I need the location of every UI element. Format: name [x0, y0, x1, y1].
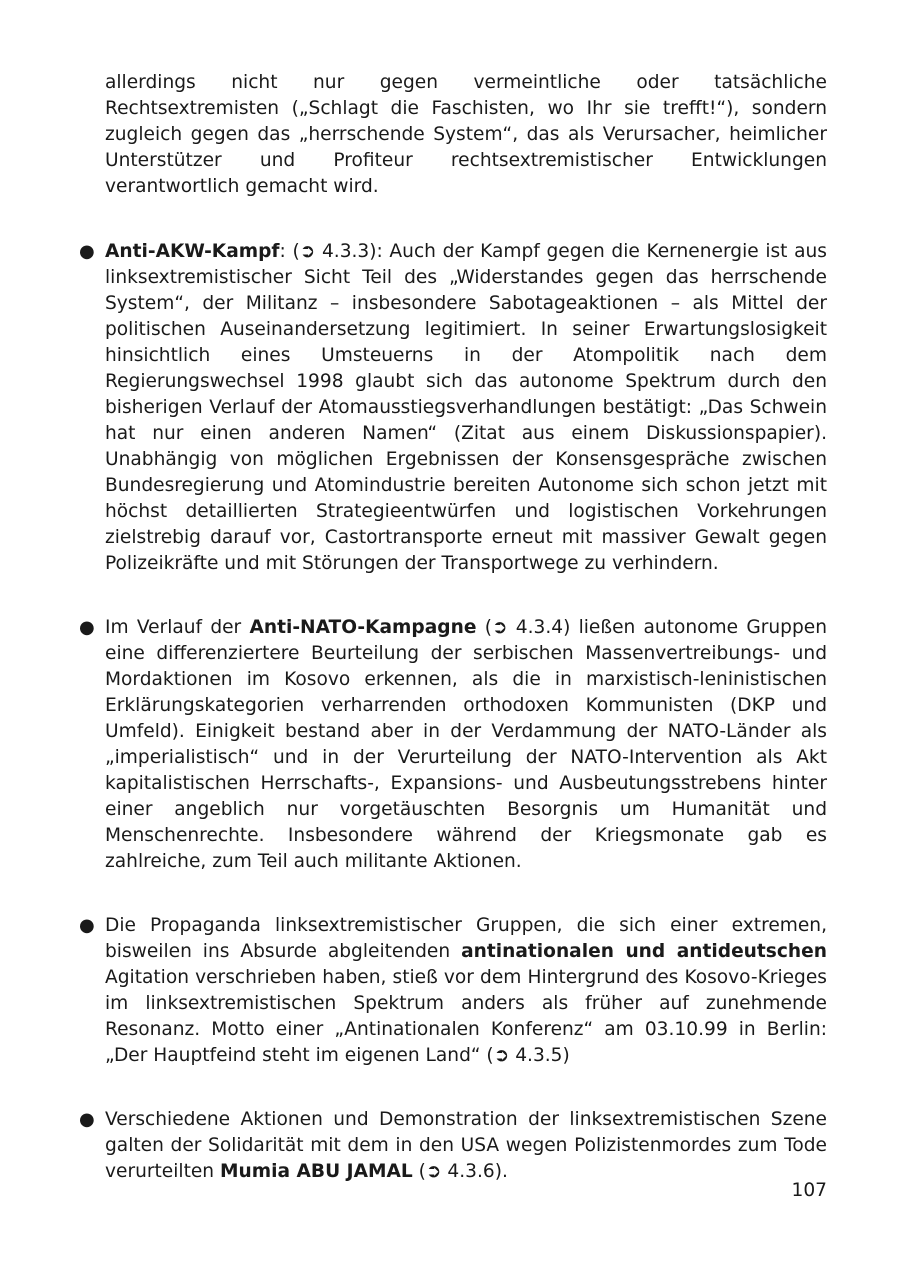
page-number: 107: [791, 1180, 827, 1201]
cross-reference-arrow-icon: ➲: [299, 241, 316, 262]
list-item-anti-akw: [79, 239, 827, 577]
cross-reference[interactable]: 4.3.4: [515, 617, 564, 638]
intro-paragraph: allerdings nicht nur gegen vermeintliche oder tatsächliche Rechtsextremisten („Schlagt die Faschisten, wo Ihr sie trefft!“), sondern zugleich gegen das „herrschende System“, das als Verursacher, heimlicher Unterstützer und Profiteur rechtsextremistischer Entwicklungen verantwortlich gemacht wird.: [105, 72, 827, 197]
cross-reference[interactable]: 4.3.5: [515, 1045, 563, 1066]
list-item-anti-nato: [79, 615, 827, 875]
term-antinational: antinationalen und antideutschen: [461, 941, 827, 962]
bullet-icon: ●: [79, 241, 95, 262]
term-anti-nato: Anti-NATO-Kampagne: [249, 617, 477, 638]
cross-reference-arrow-icon: ➲: [493, 1045, 510, 1066]
list-item-text: Anti-AKW-Kampf: (➲ 4.3.3): Auch der Kampf gegen die Kernenergie ist aus linksextremistischer Sicht Teil des „Widerstandes gegen das herrschende System“, der Militanz – insbesondere Sabotageaktionen – als Mittel der politischen Auseinandersetzung legitimiert. In seiner Erwartungslosigkeit hinsichtlich eines Umsteuerns in der Atompolitik nach dem Regierungswechsel 1998 glaubt sich das autonome Spektrum durch den bisherigen Verlauf der Atomausstiegsverhandlungen bestätigt: „Das Schwein hat nur einen anderen Namen“ (Zitat aus einem Diskussionspapier). Unabhängig von möglichen Ergebnissen der Konsensgespräche zwischen Bundesregierung und Atomindustrie bereiten Autonome sich schon jetzt mit höchst detaillierten Strategieentwürfen und logistischen Vorkehrungen zielstrebig darauf vor, Castortransporte erneut mit massiver Gewalt gegen Polizeikräfte und mit Störungen der Transportwege zu verhindern.: [105, 241, 827, 574]
list-item-mumia: [79, 1107, 827, 1185]
cross-reference[interactable]: 4.3.6: [447, 1161, 495, 1182]
list-item-text: Die Propaganda linksextremistischer Gruppen, die sich einer extremen, bisweilen ins Absurde abgleitenden antinationalen und antideutschen Agitation verschrieben haben, stieß vor dem Hintergrund des Kosovo-Krieges im linksextremistischen Spektrum anders als früher auf zunehmende Resonanz. Motto einer „Antinationalen Konferenz“ am 03.10.99 in Berlin: „Der Hauptfeind steht im eigenen Land“ (➲ 4.3.5): [105, 915, 827, 1066]
term-mumia-abu-jamal: Mumia ABU JAMAL: [220, 1161, 413, 1182]
term-anti-akw: Anti-AKW-Kampf: [105, 241, 280, 262]
cross-reference-arrow-icon: ➲: [491, 617, 508, 638]
list-item-text: Verschiedene Aktionen und Demonstration der linksextremistischen Szene galten der Solidarität mit dem in den USA wegen Polizistenmordes zum Tode verurteilten Mumia ABU JAMAL (➲ 4.3.6).: [105, 1109, 827, 1182]
list-item-antinational: [79, 913, 827, 1069]
cross-reference[interactable]: 4.3.3: [321, 241, 370, 262]
bullet-icon: ●: [79, 617, 95, 638]
page-body: [79, 70, 827, 1223]
list-item-text: Im Verlauf der Anti-NATO-Kampagne (➲ 4.3.4) ließen autonome Gruppen eine differenziertere Beurteilung der serbischen Massenvertreibungs- und Mordaktionen im Kosovo erkennen, als die in marxistisch-leninistischen Erklärungskategorien verharrenden orthodoxen Kommunisten (DKP und Umfeld). Einigkeit bestand aber in der Verdammung der NATO-Länder als „imperialistisch“ und in der Verurteilung der NATO-Intervention als Akt kapitalistischen Herrschafts-, Expansions- und Ausbeutungsstrebens hinter einer angeblich nur vorgetäuschten Besorgnis um Humanität und Menschenrechte. Insbesondere während der Kriegsmonate gab es zahlreiche, zum Teil auch militante Aktionen.: [105, 617, 827, 872]
cross-reference-arrow-icon: ➲: [425, 1161, 442, 1182]
bullet-icon: ●: [79, 915, 95, 936]
bullet-icon: ●: [79, 1109, 95, 1130]
